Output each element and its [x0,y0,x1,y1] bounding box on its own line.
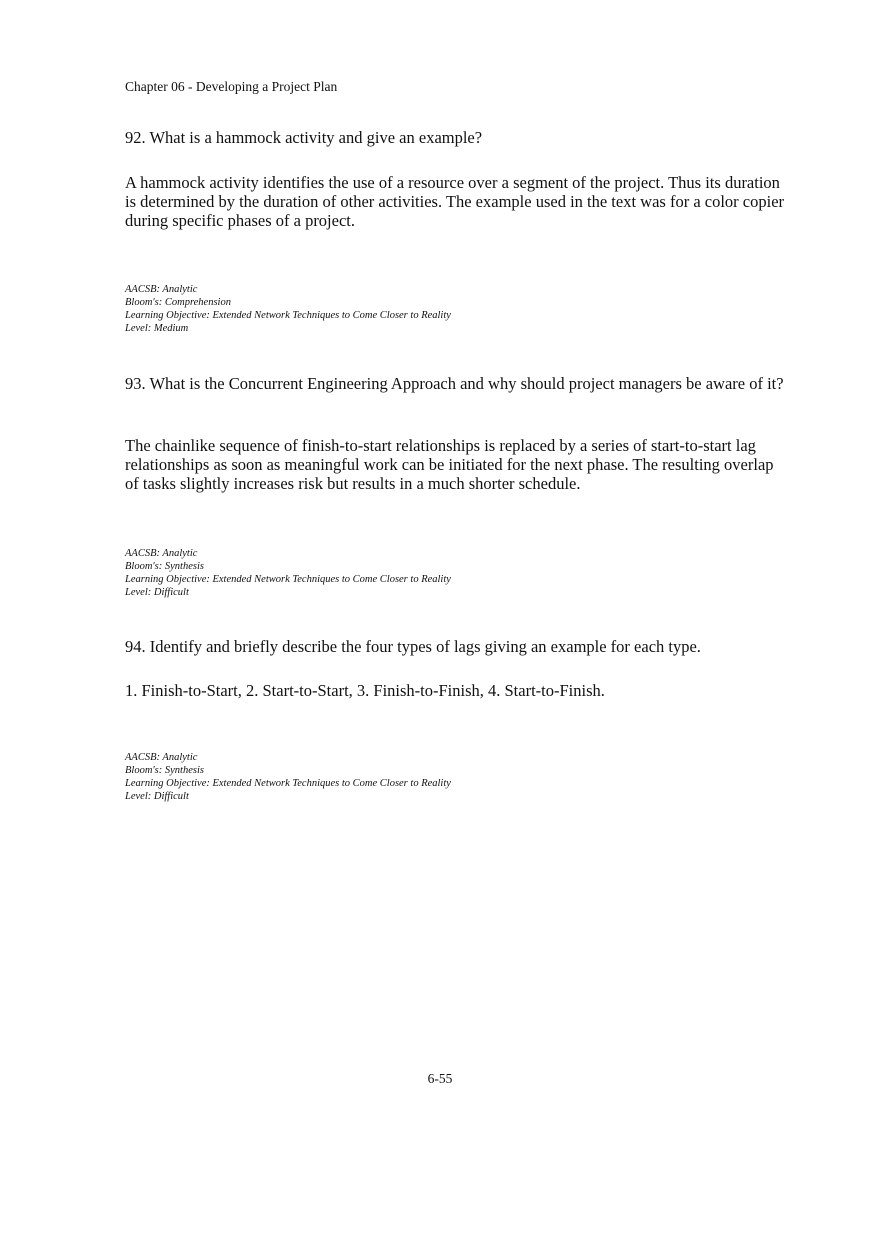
level-tag: Level: Medium [125,323,189,334]
question-94-metadata [125,751,625,803]
aacsb-tag: AACSB: Analytic [125,284,198,295]
question-93-metadata [125,547,625,599]
aacsb-tag: AACSB: Analytic [125,752,198,763]
chapter-header: Chapter 06 - Developing a Project Plan [125,79,338,94]
blooms-tag: Bloom's: Synthesis [125,561,204,572]
level-tag: Level: Difficult [125,587,189,598]
level-tag: Level: Difficult [125,791,189,802]
blooms-tag: Bloom's: Comprehension [125,297,231,308]
question-93: 93. What is the Concurrent Engineering Approach and why should project managers be aware of it? [125,374,784,393]
answer-92: A hammock activity identifies the use of a resource over a segment of the project. Thus its duration is determined by the duration of other activities. The example used in the text was for a color copier during specific phases of a project. [125,173,785,230]
question-92-metadata [125,283,625,335]
aacsb-tag: AACSB: Analytic [125,548,198,559]
learning-objective-tag: Learning Objective: Extended Network Techniques to Come Closer to Reality [125,778,451,789]
page-number: 6-55 [427,1071,453,1086]
answer-93: The chainlike sequence of finish-to-start relationships is replaced by a series of start-to-start lag relationships as soon as meaningful work can be initiated for the next phase. The resulting overlap of tasks slightly increases risk but results in a much shorter schedule. [125,436,774,493]
answer-94: 1. Finish-to-Start, 2. Start-to-Start, 3. Finish-to-Finish, 4. Start-to-Finish. [125,681,605,700]
learning-objective-tag: Learning Objective: Extended Network Techniques to Come Closer to Reality [125,574,451,585]
question-94: 94. Identify and briefly describe the four types of lags giving an example for each type. [125,637,701,656]
learning-objective-tag: Learning Objective: Extended Network Techniques to Come Closer to Reality [125,310,451,321]
blooms-tag: Bloom's: Synthesis [125,765,204,776]
question-92: 92. What is a hammock activity and give an example? [125,128,483,147]
